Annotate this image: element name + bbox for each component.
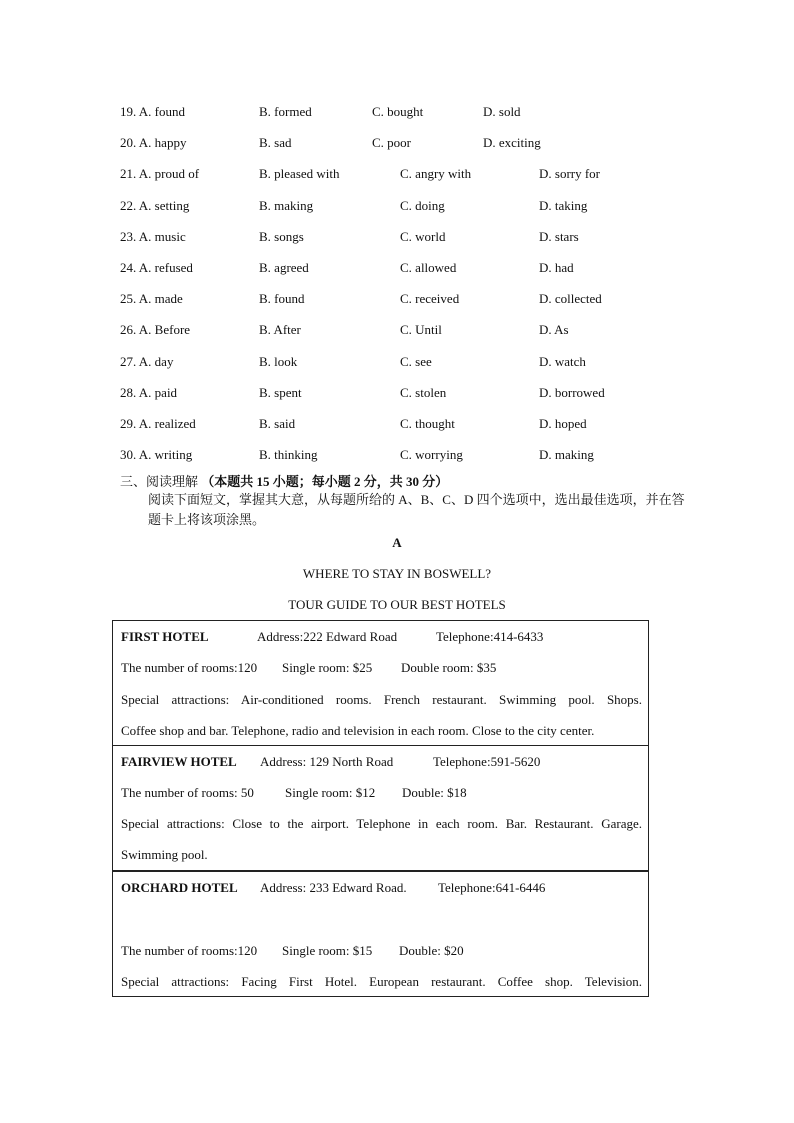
option-b: B. thinking [259,447,318,463]
option-d: D. watch [539,353,586,369]
option-a: 20. A. happy [120,135,187,151]
hotel-rooms: The number of rooms:120 [121,943,258,958]
option-b: B. songs [259,228,304,244]
section-heading [120,471,448,490]
hotel-box-fairview [112,745,649,871]
option-c: C. allowed [400,260,457,275]
option-c: C. stolen [400,384,447,400]
option-b: B. agreed [259,260,309,275]
option-c: C. world [400,228,446,244]
hotel-box-orchard [112,871,649,997]
hotel-double-price: Double: $20 [399,943,464,958]
option-b: B. formed [259,104,312,119]
option-c: C. doing [400,197,445,213]
option-d: D. collected [539,291,602,307]
option-d: D. had [539,260,574,275]
hotel-name: ORCHARD HOTEL [121,880,238,895]
option-d: D. taking [539,197,588,213]
option-a: 21. A. proud of [120,166,200,182]
option-c: C. bought [372,104,424,119]
hotel-name: FAIRVIEW HOTEL [121,754,237,769]
option-d: D. As [539,322,569,338]
option-b: B. found [259,291,305,307]
option-a: 28. A. paid [120,384,178,400]
option-a: 30. A. writing [120,447,193,463]
passage-subtitle: TOUR GUIDE TO OUR BEST HOTELS [288,597,506,612]
cloze-row [120,198,720,218]
hotel-attractions-line2: Swimming pool. [121,847,208,862]
hotel-name: FIRST HOTEL [121,629,209,644]
section-note: （本题共 15 小题；每小题 2 分，共 30 分） [201,474,449,489]
option-b: B. said [259,416,296,431]
cloze-row [120,135,720,155]
option-a: 25. A. made [120,291,183,307]
hotel-telephone: Telephone:641-6446 [438,880,546,895]
hotel-single-price: Single room: $15 [282,943,373,958]
option-d: D. stars [539,228,579,244]
hotel-address: Address: 129 North Road [260,754,394,769]
option-a: 23. A. music [120,228,186,244]
hotel-double-price: Double room: $35 [401,660,497,675]
option-a: 27. A. day [120,353,174,369]
cloze-row [120,260,720,280]
option-a: 26. A. Before [120,322,191,338]
option-b: B. spent [259,384,302,400]
hotel-single-price: Single room: $12 [285,785,376,800]
option-c: C. poor [372,135,411,151]
section-instruction [120,490,695,530]
option-b: B. making [259,197,314,213]
hotel-attractions-line1: Special attractions: Facing First Hotel. European restaurant. Coffee shop. Television. [121,974,642,989]
passage-label: A [392,535,402,550]
option-a: 29. A. realized [120,416,196,431]
option-c: C. angry with [400,166,472,182]
cloze-row [120,447,720,467]
cloze-row [120,416,720,436]
option-b: B. sad [259,135,292,151]
option-d: D. sold [483,104,521,119]
option-c: C. thought [400,416,455,431]
hotel-single-price: Single room: $25 [282,660,373,675]
hotel-telephone: Telephone:414-6433 [436,629,544,644]
option-c: C. see [400,353,432,369]
hotel-attractions-line2: Coffee shop and bar. Telephone, radio and television in each room. Close to the city center. [121,723,595,738]
passage-title: WHERE TO STAY IN BOSWELL? [302,566,492,581]
option-b: B. look [259,353,298,369]
cloze-row [120,291,720,311]
hotel-double-price: Double: $18 [402,785,467,800]
option-d: D. exciting [483,135,541,151]
cloze-row [120,322,720,342]
section-title: 三、阅读理解 [120,474,199,489]
cloze-row [120,229,720,249]
hotel-telephone: Telephone:591-5620 [433,754,541,769]
option-b: B. After [259,322,301,338]
instruction-text: 阅读下面短文，掌握其大意，从每题所给的 A、B、C、D 四个选项中，选出最佳选项，并在答题卡上将该项涂黑。 [148,492,685,527]
option-c: C. Until [400,322,442,338]
hotel-rooms: The number of rooms:120 [121,660,258,675]
option-d: D. borrowed [539,384,605,400]
cloze-row [120,385,720,405]
option-d: D. sorry for [539,166,601,182]
option-c: C. received [400,291,460,307]
cloze-row [120,166,720,186]
option-c: C. worrying [400,447,463,463]
cloze-row [120,104,720,124]
option-a: 22. A. setting [120,197,190,213]
hotel-box-first [112,620,649,746]
option-d: D. making [539,447,594,463]
option-a: 24. A. refused [120,260,193,275]
hotel-rooms: The number of rooms: 50 [121,785,254,800]
cloze-row [120,354,720,374]
hotel-attractions-line1: Special attractions: Air-conditioned rooms. French restaurant. Swimming pool. Shops. [121,692,642,707]
option-b: B. pleased with [259,166,340,182]
option-d: D. hoped [539,416,587,431]
hotel-address: Address:222 Edward Road [257,629,398,644]
option-a: 19. A. found [120,104,185,119]
hotel-address: Address: 233 Edward Road. [260,880,407,895]
hotel-attractions-line1: Special attractions: Close to the airport. Telephone in each room. Bar. Restaurant. Garage. [121,816,642,831]
